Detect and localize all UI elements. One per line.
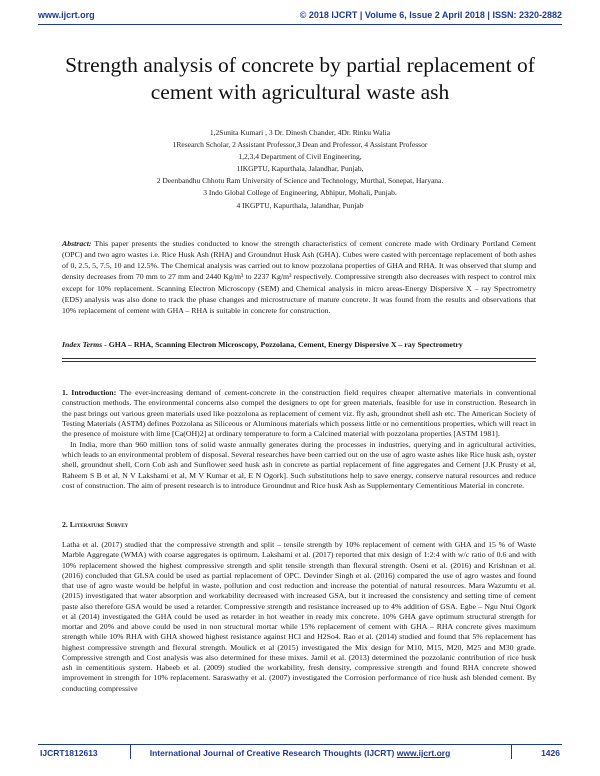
header-rule xyxy=(38,24,562,25)
literature-survey-text: Latha et al. (2017) studied that the compressive strength and split – tensile strength by 10% replacement of cement with GHA and 15 % of Waste Marble Aggregate (WMA) with coarse aggregates is optimum. Lakshami et al. (2017) reported that mix design of 1:2:4 with w/c ratio of 0.6 and with 10% replacement showed the highest compressive strength and split tensile strength than flexural strength. Oseni et al. (2016) and Krishnan et al. (2016) concluded that GLSA could be used as partial replacement of OPC. Devinder Singh et al. (2016) compared the use of agro wastes and found that use of agro waste would be helpful in waste, pollution and cost reduction and increase the potential of natural resources. Mara Wazumtu et al. (2015) investigated that water absorption and workability decreased with increased GSA, but it increased the consistency and setting time of cement paste also therefore GSA would be used a retarder. Compressive strength and resistance increased up to 4% addition of GSA. Egbe – Ngu Ntui Ogork et al (2014) investigated the GHA could be used as retarder in hot weather in ready mix concrete. 10% GHA gave optimum structural strength for mortar and 20% and above could be used in non structural mortar while 15% replacement of cement with GHA – RHA concrete gives maximum strength while 10% RHA with GHA showed highest resistance against HCl and H2So4. Rao et al. (2014) studied and found that 5% replacement has highest compressive strength and flexural strength. Moulick et al (2015) investigated the Mix design for M10, M15, M20, M25 and M30 grade. Compressive strength and Cost analysis was also determined for these mixes. Jamil et al. (2013) determined the pozzolanic contribution of rice husk ash in cementitious system. Habeeb et al. (2009) studied the workability, fresh density, compressive strength and found RHA concrete showed improvement in strength for 10% replacement. Saraswathy et al. (2007) investigated the Corrosion performance of rice husk ash blended cement. By conducting compressive xyxy=(62,540,536,693)
header-site: www.ijcrt.org xyxy=(38,10,95,20)
intro-p1-text: The ever-increasing demand of cement-concrete in the construction field requires cheaper alternative materials in conventional construction methods. The environmental concerns also compel the designers to opt for green materials, feasible for use in construction. Research in the past brings out various green materials used like pozzolona as replacement of cement viz. fly ash, groundnut shell ash etc. The American Society of Testing Materials (ASTM) defines Pozzolana as Siliceous or Aluminous materials which possess little or no cementitious properties, which will react in the presence of moisture with lime [Ca(OH)2] at ordinary temperature to form a Calcined material with pozzolana properties [ASTM 1981]. xyxy=(62,388,536,439)
author-block xyxy=(40,127,560,212)
intro-heading: 1. Introduction: xyxy=(62,388,117,397)
paper-title xyxy=(30,52,570,106)
title-line-2: cement with agricultural waste ash xyxy=(150,80,450,104)
footer-page-number: 1426 xyxy=(541,748,560,758)
author-names: 1,2Sunita Kumari , 3 Dr. Dinesh Chander, 4Dr. Rinku Walia xyxy=(209,128,391,137)
abstract xyxy=(62,238,536,316)
divider-rule xyxy=(62,361,536,362)
affiliation-1: 1IKGPTU, Kapurthala, Jalandhar, Punjab, xyxy=(236,164,364,174)
footer-separator xyxy=(511,745,512,759)
index-terms-label: Index Terms xyxy=(62,340,103,349)
affiliation-3: 3 Indo Global College of Engineering, Abhipur, Mohali, Punjab. xyxy=(203,188,397,198)
introduction-section xyxy=(62,388,536,491)
footer-paper-id: IJCRT1812613 xyxy=(40,748,98,758)
abstract-text: This paper presents the studies conducted to know the strength characteristics of cement concrete made with Ordinary Portland Cement (OPC) and two agro wastes i.e. Rice Husk Ash (RHA) and Groundnut Husk Ash (GHA). Cubes were casted with percentage replacement of both ashes of 0, 2.5, 5, 7.5, 10 and 12.5%. The Chemical analysis was carried out to know pozzolana properties of GHA and RHA. It was observed that slump and density decreases from 70 mm to 27 mm and 2440 Kg/m³ to 2237 Kg/m³ respectively. Compressive strength also decreases with respect to control mix except for 10% replacement. Scanning Electron Microscopy (SEM) and Chemical analysis in micro areas-Energy Dispersive X – ray Spectrometry (EDS) analysis was also done to track the phase changes and microstructure of mature concrete. It was found from the results and observations that 10% replacement of cement with GHA – RHA is suitable in concrete for construction. xyxy=(62,239,536,315)
header-journal-info: © 2018 IJCRT | Volume 6, Issue 2 April 2018 | ISSN: 2320-2882 xyxy=(299,10,562,20)
index-terms xyxy=(62,339,536,350)
intro-paragraph-2: In India, more than 960 million tons of solid waste annually generates during the processes in industries, querying and in agricultural activities, which leads to an environmental problem of disposal. Several researches have been carried out on the use of agro waste ashes like Rice husk ash, oyster shell, groundnut shell, Corn Cob ash and Sunflower seed husk ash in concrete as partial replacement of fine aggregates and Cement [J.K Prusty et al, Raheem S B et al, N V Lakshami et al, M V Kumar et al, E N Ogork]. Such substitutions help to save energy, conserve natural resources and reduce cost of construction. The aim of present research is to introduce Groundnut and Rice husk Ash as Supplementary Cementitious Material in concrete. xyxy=(62,439,536,491)
footer-journal xyxy=(100,748,500,758)
title-line-1: Strength analysis of concrete by partial replacement of xyxy=(65,53,535,77)
section-number: 2. xyxy=(62,520,70,529)
section-title: Literature Survey xyxy=(69,520,129,529)
page-header xyxy=(38,10,562,30)
author-department: 1,2,3,4 Department of Civil Engineering, xyxy=(238,152,362,162)
footer-rule xyxy=(38,744,562,745)
affiliation-2: 2 Deenbandhu Chhotu Ram University of Science and Technology, Murthal, Sonepat, Haryana. xyxy=(156,176,444,186)
page-footer xyxy=(40,748,560,762)
divider-rule xyxy=(62,358,536,359)
author-roles: 1Research Scholar, 2 Assistant Professor,3 Dean and Professor, 4 Assistant Professor xyxy=(172,140,428,150)
affiliation-4: 4 IKGPTU, Kapurthala, Jalandhar, Punjab xyxy=(236,200,364,210)
footer-url-link[interactable]: www.ijcrt.org xyxy=(396,748,451,758)
intro-paragraph-1 xyxy=(62,388,536,440)
index-terms-text: - GHA – RHA, Scanning Electron Microscopy, Pozzolana, Cement, Energy Dispersive X – ray Spectrometry xyxy=(102,340,463,349)
footer-journal-name: International Journal of Creative Research Thoughts (IJCRT) xyxy=(149,748,397,758)
abstract-label: Abstract: xyxy=(62,239,92,248)
section-heading-literature xyxy=(62,520,128,529)
